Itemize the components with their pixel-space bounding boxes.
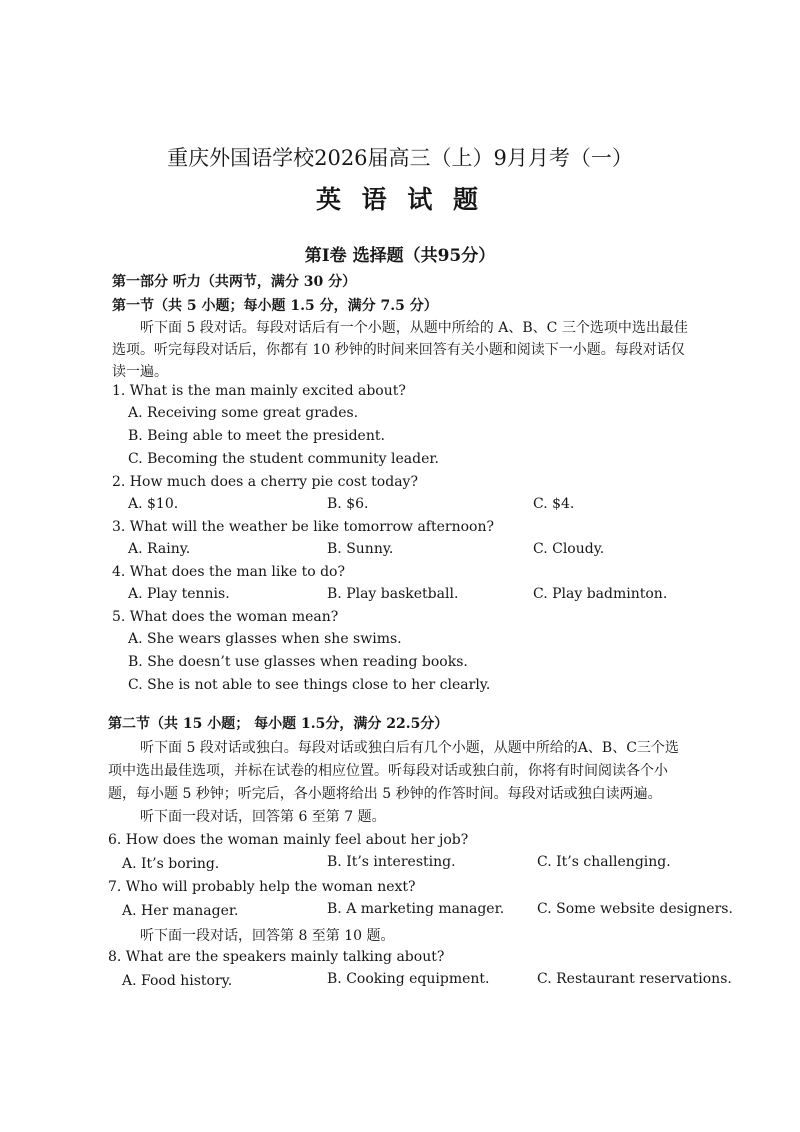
exam-subject: 英 语 试 题 (315, 185, 485, 214)
option-c: C. Restaurant reservations. (537, 971, 732, 987)
option-a: A. It’s boring. (122, 856, 220, 872)
option-b: B. Cooking equipment. (327, 971, 490, 987)
section2-instruction-line: 听下面 5 段对话或独白。每段对话或独白后有几个小题，从题中所给的A、B、C三个选 (140, 740, 679, 756)
option-c: C. Cloudy. (533, 541, 605, 557)
question-stem: 2. How much does a cherry pie cost today? (112, 474, 418, 490)
option-a: A. Receiving some great grades. (128, 405, 359, 421)
option-c: C. She is not able to see things close to her clearly. (128, 677, 491, 693)
option-a: A. Rainy. (128, 541, 191, 557)
listening-cue: 听下面一段对话，回答第 8 至第 10 题。 (140, 928, 395, 944)
option-c: C. Play badminton. (533, 586, 668, 602)
question-stem: 5. What does the woman mean? (112, 609, 339, 625)
option-a: A. Play tennis. (128, 586, 230, 602)
option-c: C. Some website designers. (537, 901, 733, 917)
question-stem: 1. What is the man mainly excited about? (112, 383, 406, 399)
option-a: A. $10. (128, 496, 179, 512)
option-c: C. It’s challenging. (537, 854, 671, 870)
question-stem: 8. What are the speakers mainly talking about? (108, 949, 445, 965)
option-b: B. She doesn’t use glasses when reading books. (128, 654, 468, 670)
section1-instruction-line: 听下面 5 段对话。每段对话后有一个小题，从题中所给的 A、B、C 三个选项中选出最佳 (140, 320, 688, 336)
option-c: C. Becoming the student community leader. (128, 451, 439, 467)
question-stem: 4. What does the man like to do? (112, 564, 345, 580)
option-a: A. Food history. (122, 973, 233, 989)
exam-title: 重庆外国语学校2026届高三（上）9月月考（一） (167, 146, 633, 170)
section1-heading: 第一节（共 5 小题；每小题 1.5 分，满分 7.5 分） (112, 298, 438, 314)
part1-heading: 第一部分 听力（共两节，满分 30 分） (112, 274, 357, 290)
section2-instruction-line: 题，每小题 5 秒钟；听完后，各小题将给出 5 秒钟的作答时间。每段对话或独白读两遍。 (108, 786, 662, 802)
section1-instruction-line: 选项。听完每段对话后，你都有 10 秒钟的时间来回答有关小题和阅读下一小题。每段对话仅 (112, 342, 685, 358)
option-c: C. $4. (533, 496, 575, 512)
option-a: A. She wears glasses when she swims. (128, 631, 402, 647)
section2-instruction-line: 项中选出最佳选项，并标在试卷的相应位置。听每段对话或独白前，你将有时间阅读各个小 (108, 763, 668, 779)
option-b: B. A marketing manager. (327, 901, 505, 917)
option-b: B. Sunny. (327, 541, 394, 557)
question-stem: 3. What will the weather be like tomorrow afternoon? (112, 519, 494, 535)
option-b: B. Being able to meet the president. (128, 428, 385, 444)
section2-heading: 第二节（共 15 小题； 每小题 1.5分，满分 22.5分） (108, 716, 449, 732)
listening-cue: 听下面一段对话，回答第 6 至第 7 题。 (140, 809, 386, 825)
section1-instruction-line: 读一遍。 (112, 364, 168, 380)
question-stem: 7. Who will probably help the woman next? (108, 879, 416, 895)
volume-heading: 第Ⅰ卷 选择题（共95分） (304, 246, 496, 266)
question-stem: 6. How does the woman mainly feel about her job? (108, 832, 469, 848)
option-a: A. Her manager. (122, 903, 239, 919)
option-b: B. Play basketball. (327, 586, 459, 602)
option-b: B. It’s interesting. (327, 854, 456, 870)
option-b: B. $6. (327, 496, 369, 512)
